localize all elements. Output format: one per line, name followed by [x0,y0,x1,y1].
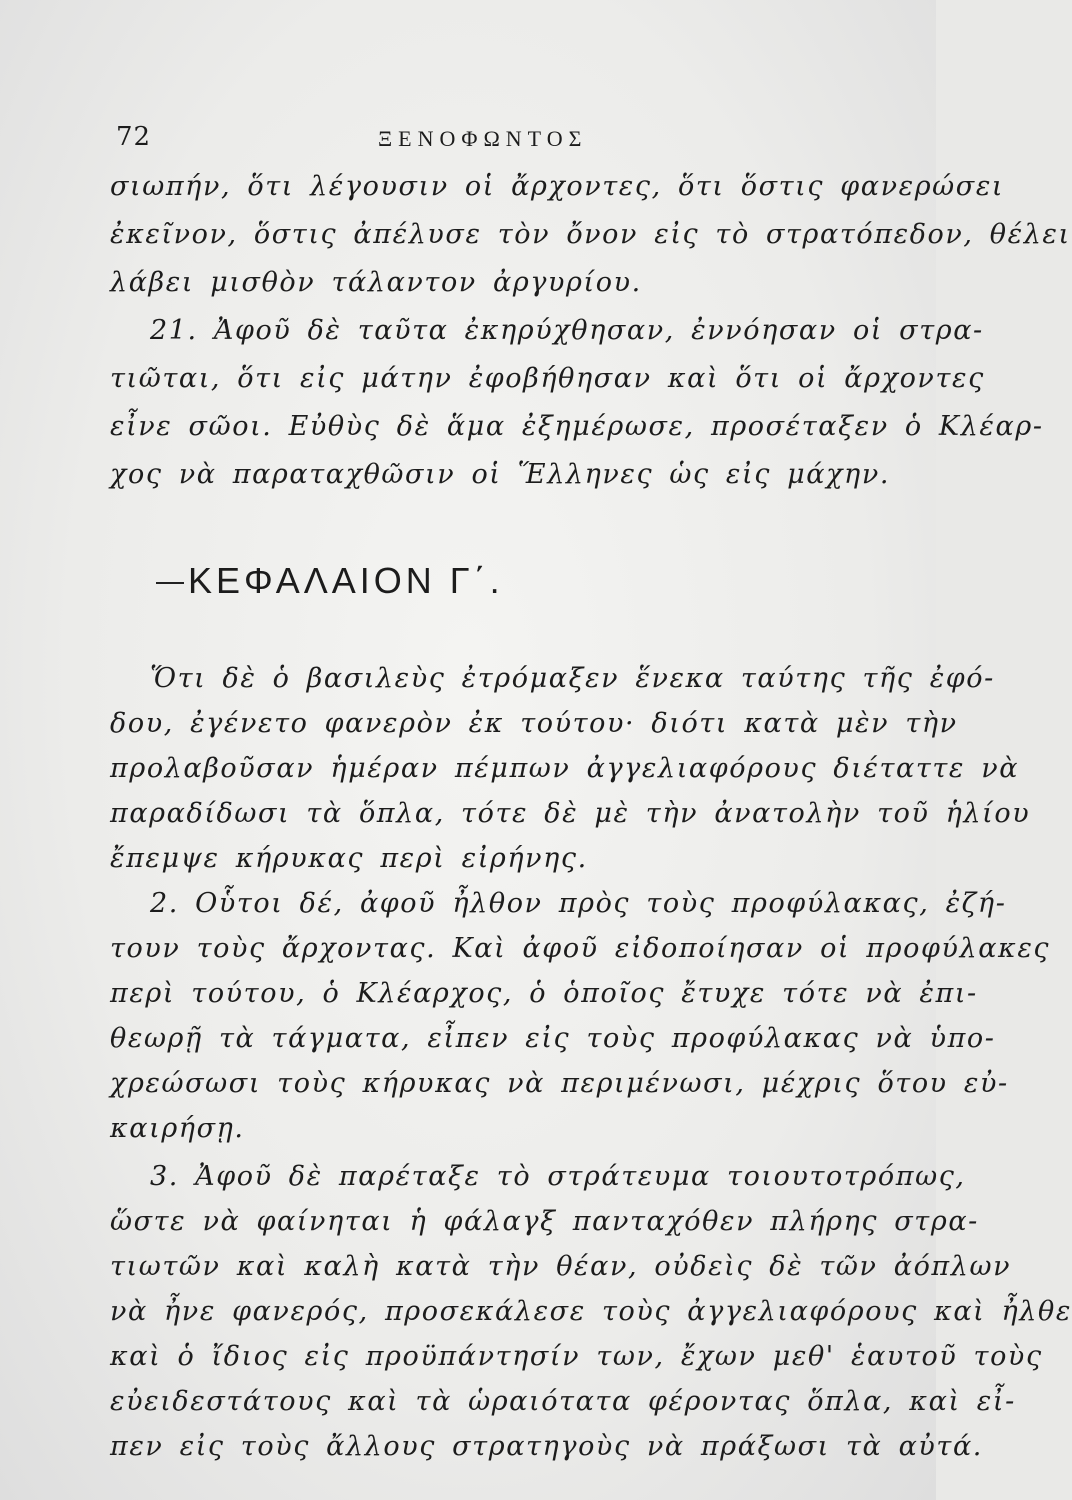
text-line: τιῶται, ὅτι εἰς μάτην ἐφοβήθησαν καὶ ὅτι οἱ ἄρχοντες [110,363,985,394]
text-line: τιωτῶν καὶ καλὴ κατὰ τὴν θέαν, οὐδεὶς δὲ τῶν ἀόπλων [110,1251,1012,1282]
text-line: δου, ἐγένετο φανερὸν ἐκ τούτου· διότι κατὰ μὲν τὴν [110,708,958,739]
heading-dash [156,582,184,584]
text-line: θεωρῇ τὰ τάγματα, εἶπεν εἰς τοὺς προφύλακας νὰ ὑπο- [110,1023,996,1054]
text-line: 2. Οὗτοι δέ, ἀφοῦ ἦλθον πρὸς τοὺς προφύλακας, ἐζή- [150,888,1007,919]
text-line: 21. Ἀφοῦ δὲ ταῦτα ἐκηρύχθησαν, ἐννόησαν οἱ στρα- [150,315,984,346]
chapter-heading [156,560,656,602]
text-line: σιωπήν, ὅτι λέγουσιν οἱ ἄρχοντες, ὅτι ὅστις φανερώσει [110,171,1005,202]
running-head: ΞΕΝΟΦΩΝΤΟΣ [378,126,588,151]
text-line: καὶ ὁ ἴδιος εἰς προϋπάντησίν των, ἔχων μεθ' ἑαυτοῦ τοὺς [110,1341,1043,1372]
text-line: ὥστε νὰ φαίνηται ἡ φάλαγξ πανταχόθεν πλήρης στρα- [110,1206,979,1237]
text-line: πεν εἰς τοὺς ἄλλους στρατηγοὺς νὰ πράξωσι τὰ αὐτά. [110,1431,983,1462]
text-line: εἶνε σῶοι. Εὐθὺς δὲ ἅμα ἐξημέρωσε, προσέταξεν ὁ Κλέαρ- [110,411,1044,442]
text-line: καιρήσῃ. [110,1113,245,1144]
text-line: τουν τοὺς ἄρχοντας. Καὶ ἀφοῦ εἰδοποίησαν οἱ προφύλακες [110,933,1051,964]
text-line: παραδίδωσι τὰ ὅπλα, τότε δὲ μὲ τὴν ἀνατολὴν τοῦ ἡλίου [110,798,1031,829]
page-number: 72 [116,122,152,152]
text-line: νὰ ἦνε φανερός, προσεκάλεσε τοὺς ἀγγελιαφόρους καὶ ἦλθε [110,1296,1072,1327]
chapter-title-text: ΚΕΦΑΛΑΙΟΝ Γ΄. [188,560,504,601]
text-line: προλαβοῦσαν ἡμέραν πέμπων ἀγγελιαφόρους διέταττε νὰ [110,753,1020,784]
text-line: χος νὰ παραταχθῶσιν οἱ Ἕλληνες ὡς εἰς μάχην. [110,459,891,490]
text-line: Ὅτι δὲ ὁ βασιλεὺς ἐτρόμαξεν ἕνεκα ταύτης τῆς ἐφό- [150,663,995,694]
text-line: λάβει μισθὸν τάλαντον ἀργυρίου. [110,267,642,298]
text-line: ἐκεῖνον, ὅστις ἀπέλυσε τὸν ὄνον εἰς τὸ στρατόπεδον, θέλει [110,219,1071,250]
text-line: περὶ τούτου, ὁ Κλέαρχος, ὁ ὁποῖος ἔτυχε τότε νὰ ἐπι- [110,978,978,1009]
text-line: χρεώσωσι τοὺς κήρυκας νὰ περιμένωσι, μέχρις ὅτου εὐ- [110,1068,1009,1099]
page-header [116,122,876,158]
text-line: 3. Ἀφοῦ δὲ παρέταξε τὸ στράτευμα τοιουτοτρόπως, [150,1161,966,1192]
text-line: εὐειδεστάτους καὶ τὰ ὡραιότατα φέροντας ὅπλα, καὶ εἶ- [110,1386,1016,1417]
text-line: ἔπεμψε κήρυκας περὶ εἰρήνης. [110,843,588,874]
